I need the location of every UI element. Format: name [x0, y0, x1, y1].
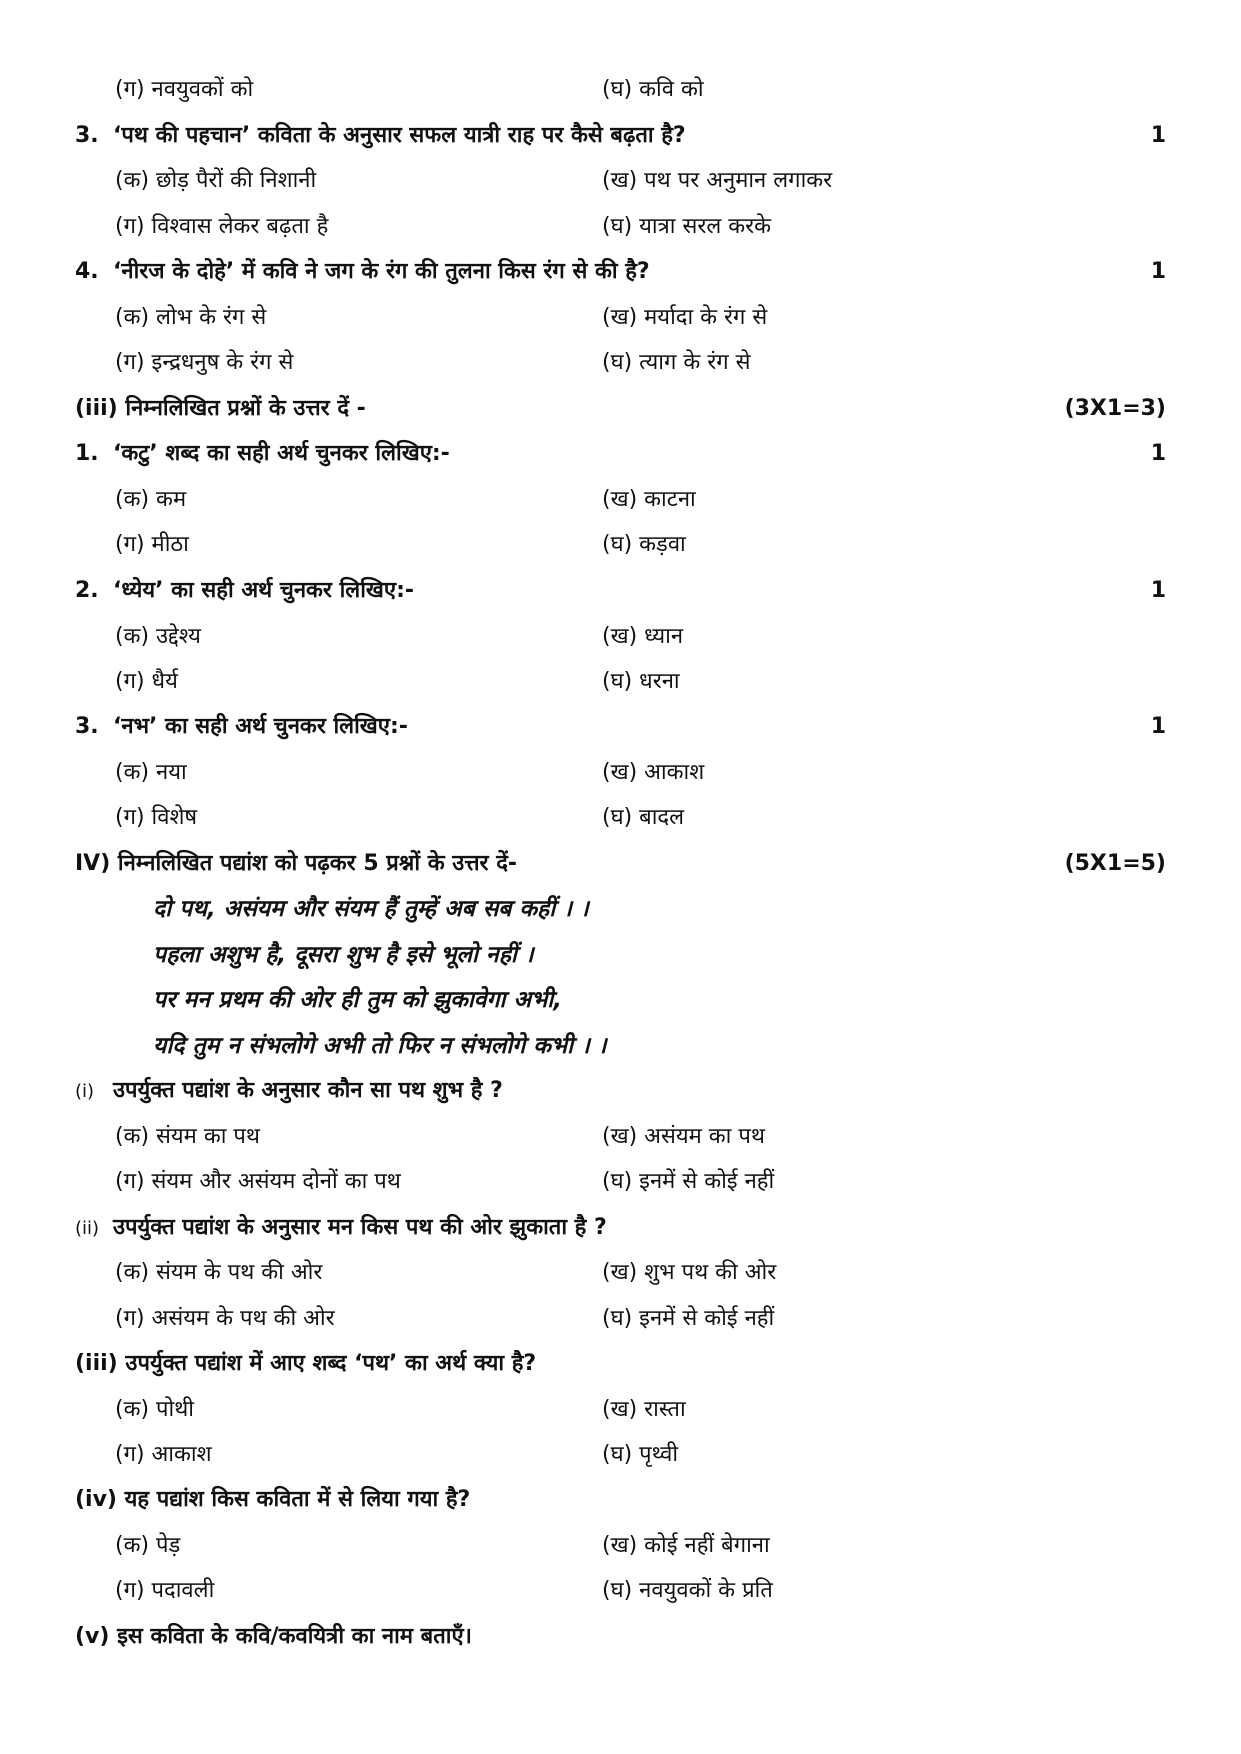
section-marks: (5X1=5) — [1064, 851, 1166, 876]
option-ga: (ग) विश्वास लेकर बढ़ता है — [115, 214, 329, 239]
question-marks: 1 — [1150, 578, 1166, 603]
question-marks: 1 — [1150, 714, 1166, 739]
question-marks: 1 — [1150, 123, 1166, 148]
option-gha: (घ) इनमें से कोई नहीं — [602, 1306, 775, 1331]
option-kha: (ख) पथ पर अनुमान लगाकर — [602, 168, 833, 193]
question-text: ‘नीरज के दोहे’ में कवि ने जग के रंग की तुलना किस रंग से की है? — [113, 259, 650, 284]
option-ka: (क) पोथी — [115, 1397, 195, 1422]
option-gha: (घ) धरना — [602, 669, 680, 694]
section-title: (iii) निम्नलिखित प्रश्नों के उत्तर दें - — [75, 396, 366, 421]
option-ga: (ग) विशेष — [115, 805, 198, 830]
question-text: उपर्युक्त पद्यांश के अनुसार कौन सा पथ शुभ है ? — [113, 1078, 503, 1103]
option-kha: (ख) ध्यान — [602, 624, 684, 649]
option-gha: (घ) कड़वा — [602, 532, 686, 557]
question-number: (i) — [75, 1081, 95, 1102]
question-4 — [75, 252, 1166, 292]
option-gha: (घ) यात्रा सरल करके — [602, 214, 772, 239]
option-ga: (ग) मीठा — [115, 532, 189, 557]
option-ka: (क) संयम का पथ — [115, 1124, 260, 1149]
passage-question-1 — [75, 1071, 1166, 1111]
question-text: ‘कटु’ शब्द का सही अर्थ चुनकर लिखिए:- — [113, 441, 450, 466]
option-gha: (घ) त्याग के रंग से — [602, 350, 751, 375]
option-kha: (ख) शुभ पथ की ओर — [602, 1260, 777, 1285]
passage-question-2 — [75, 1208, 1166, 1248]
option-kha: (ख) रास्ता — [602, 1397, 686, 1422]
question-number: 2. — [75, 578, 99, 603]
option-ga: (ग) धैर्य — [115, 669, 178, 694]
passage-question-4: (iv) यह पद्यांश किस कविता में से लिया गया है? — [75, 1487, 471, 1512]
section-title: IV) निम्नलिखित पद्यांश को पढ़कर 5 प्रश्नों के उत्तर दें- — [75, 851, 518, 876]
option-gha: (घ) नवयुवकों के प्रति — [602, 1578, 773, 1603]
option-gha: (घ) कवि को — [602, 77, 704, 102]
question-number: 3. — [75, 123, 99, 148]
option-ka: (क) पेड़ — [115, 1533, 181, 1558]
option-gha: (घ) बादल — [602, 805, 685, 830]
option-gha: (घ) इनमें से कोई नहीं — [602, 1169, 775, 1194]
option-kha: (ख) काटना — [602, 487, 696, 512]
option-ka: (क) संयम के पथ की ओर — [115, 1260, 323, 1285]
option-ga: (ग) असंयम के पथ की ओर — [115, 1306, 335, 1331]
question-text: ‘नभ’ का सही अर्थ चुनकर लिखिए:- — [113, 714, 408, 739]
question-text: ‘ध्येय’ का सही अर्थ चुनकर लिखिए:- — [113, 578, 414, 603]
section-3-heading — [75, 389, 1166, 429]
verse-line: दो पथ, असंयम और संयम हैं तुम्हें अब सब कहीं । । — [153, 896, 589, 922]
option-kha: (ख) कोई नहीं बेगाना — [602, 1533, 770, 1558]
question-number: 3. — [75, 714, 99, 739]
section-marks: (3X1=3) — [1064, 396, 1166, 421]
option-ga: (ग) इन्द्रधनुष के रंग से — [115, 350, 294, 375]
passage-question-3: (iii) उपर्युक्त पद्यांश में आए शब्द ‘पथ’ का अर्थ क्या है? — [75, 1351, 537, 1376]
option-ka: (क) उद्देश्य — [115, 624, 201, 649]
question-2 — [75, 571, 1166, 611]
option-ka: (क) नया — [115, 760, 187, 785]
option-kha: (ख) मर्यादा के रंग से — [602, 305, 768, 330]
verse-line: पहला अशुभ है, दूसरा शुभ है इसे भूलो नहीं । — [153, 942, 534, 968]
option-ka: (क) कम — [115, 487, 187, 512]
question-number: (ii) — [75, 1218, 100, 1239]
passage-question-5: (v) इस कविता के कवि/कवयित्री का नाम बताएँ। — [75, 1624, 472, 1649]
option-ga: (ग) संयम और असंयम दोनों का पथ — [115, 1169, 401, 1194]
question-text: ‘पथ की पहचान’ कविता के अनुसार सफल यात्री राह पर कैसे बढ़ता है? — [113, 123, 686, 148]
verse-line: यदि तुम न संभलोगे अभी तो फिर न संभलोगे कभी । । — [153, 1033, 607, 1059]
question-number: 4. — [75, 259, 99, 284]
question-number: 1. — [75, 441, 99, 466]
option-gha: (घ) पृथ्वी — [602, 1442, 679, 1467]
question-marks: 1 — [1150, 259, 1166, 284]
option-ga: (ग) आकाश — [115, 1442, 212, 1467]
section-4-heading — [75, 844, 1166, 884]
option-kha: (ख) असंयम का पथ — [602, 1124, 765, 1149]
option-ga: (ग) नवयुवकों को — [115, 77, 254, 102]
option-ga: (ग) पदावली — [115, 1578, 215, 1603]
question-3 — [75, 116, 1166, 156]
question-3b — [75, 707, 1166, 747]
question-1 — [75, 434, 1166, 474]
question-marks: 1 — [1150, 441, 1166, 466]
option-ka: (क) छोड़ पैरों की निशानी — [115, 168, 317, 193]
option-kha: (ख) आकाश — [602, 760, 705, 785]
question-text: उपर्युक्त पद्यांश के अनुसार मन किस पथ की ओर झुकाता है ? — [113, 1215, 607, 1240]
option-ka: (क) लोभ के रंग से — [115, 305, 267, 330]
verse-line: पर मन प्रथम की ओर ही तुम को झुकावेगा अभी, — [153, 987, 562, 1013]
